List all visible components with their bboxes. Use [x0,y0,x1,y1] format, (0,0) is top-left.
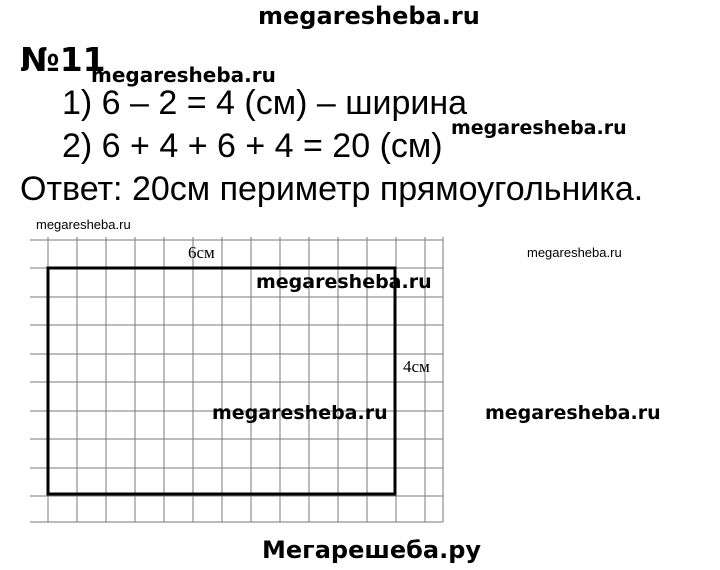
width-label: 6см [188,243,215,262]
solution-step-2: 2) 6 + 4 + 6 + 4 = 20 (см) [62,127,443,165]
watermark-c: megaresheba.ru [36,217,131,232]
watermark-bottom: Мегарешеба.ру [262,536,482,564]
solution-step-1: 1) 6 – 2 = 4 (см) – ширина [62,84,468,122]
watermark-b: megaresheba.ru [451,117,627,139]
watermark-d: megaresheba.ru [527,245,622,260]
watermark-a: megaresheba.ru [91,63,276,87]
watermark-f: megaresheba.ru [212,402,388,424]
watermark-e: megaresheba.ru [256,271,432,293]
problem-number: №11 [20,40,106,79]
watermark-top: megaresheba.ru [258,2,480,30]
answer-line: Ответ: 20см периметр прямоугольника. [20,170,644,208]
watermark-g: megaresheba.ru [485,402,661,424]
height-label: 4см [403,357,430,376]
